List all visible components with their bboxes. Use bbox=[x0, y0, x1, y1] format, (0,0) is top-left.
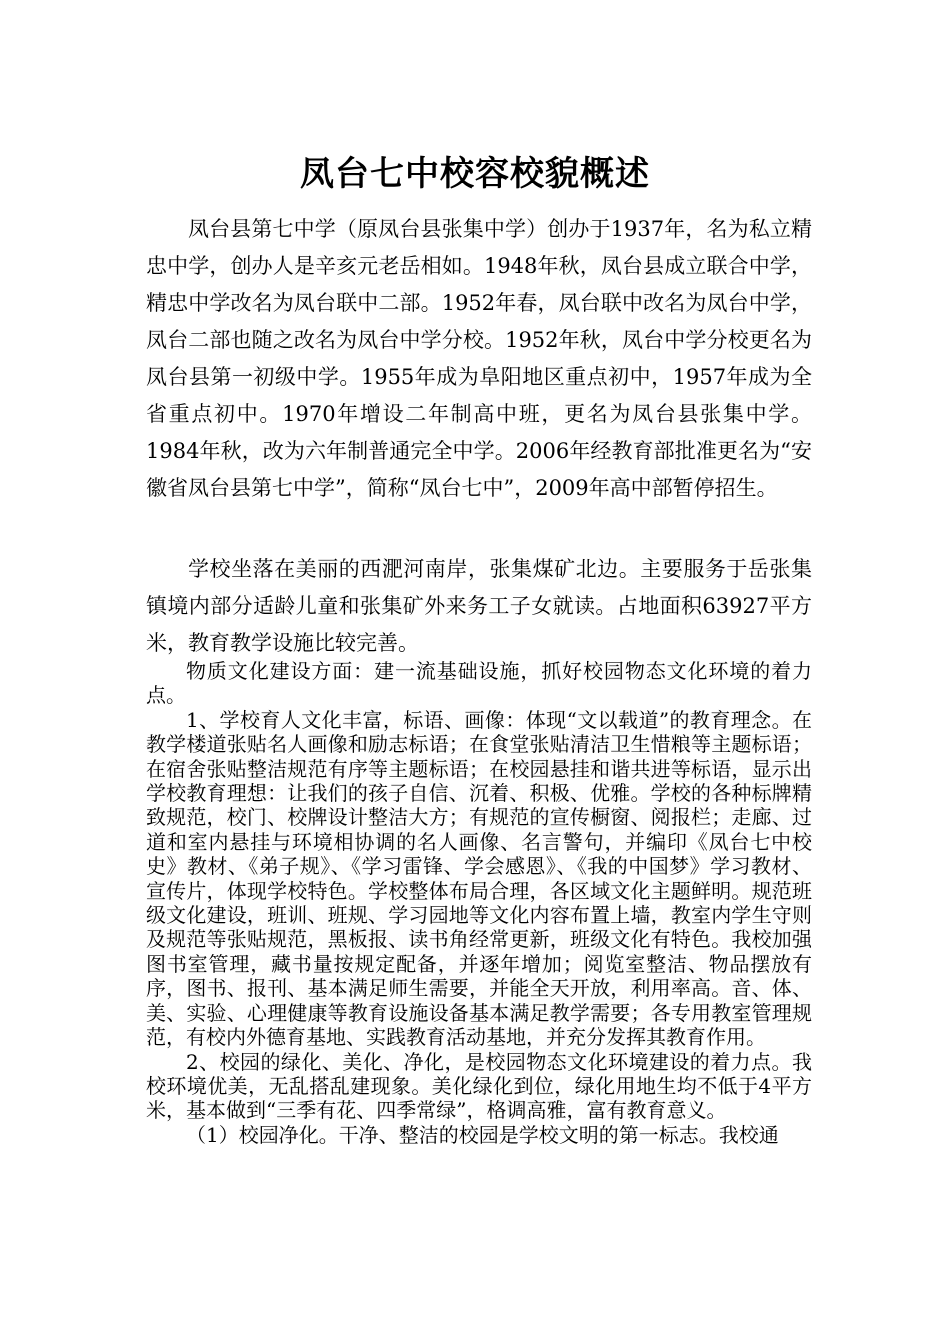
paragraph-item-2-1: （1）校园净化。干净、整洁的校园是学校文明的第一标志。我校通 bbox=[186, 1122, 779, 1147]
paragraph-material-culture: 物质文化建设方面：建一流基础设施，抓好校园物态文化环境的着力点。 bbox=[146, 659, 812, 708]
paragraph-location: 学校坐落在美丽的西淝河南岸，张集煤矿北边。主要服务于岳张集镇境内部分适龄儿童和张集矿外来务工子女就读。占地面积63927平方米，教育教学设施比较完善。 bbox=[146, 557, 812, 655]
paragraph-item-2: 2、校园的绿化、美化、净化，是校园物态文化环境建设的着力点。我校环境优美，无乱搭乱建现象。美化绿化到位，绿化用地生均不低于4平方米，基本做到“三季有花、四季常绿”，格调高雅，富有教育意义。 bbox=[146, 1049, 812, 1123]
paragraph-history: 凤台县第七中学（原凤台县张集中学）创办于1937年，名为私立精忠中学，创办人是辛亥元老岳相如。1948年秋，凤台县成立联合中学，精忠中学改名为凤台联中二部。1952年春，凤台联中改名为凤台中学，凤台二部也随之改名为凤台中学分校。1952年秋，凤台中学分校更名为凤台县第一初级中学。1955年成为阜阳地区重点初中，1957年成为全省重点初中。1970年增设二年制高中班，更名为凤台县张集中学。1984年秋，改为六年制普通完全中学。2006年经教育部批准更名为“安徽省凤台县第七中学”，简称“凤台七中”，2009年高中部暂停招生。 bbox=[146, 217, 812, 500]
page-title: 凤台七中校容校貌概述 bbox=[300, 153, 650, 194]
paragraph-item-1: 1、学校育人文化丰富，标语、画像：体现“文以载道”的教育理念。在教学楼道张贴名人画像和励志标语；在食堂张贴清洁卫生惜粮等主题标语；在宿舍张贴整洁规范有序等主题标语；在校园悬挂和谐共进等标语，显示出学校教育理想：让我们的孩子自信、沉着、积极、优雅。学校的各种标牌精致规范，校门、校牌设计整洁大方；有规范的宣传橱窗、阅报栏；走廊、过道和室内悬挂与环境相协调的名人画像、名言警句，并编印《凤台七中校史》教材、《弟子规》、《学习雷锋、学会感恩》、《我的中国梦》学习教材、宣传片，体现学校特色。学校整体布局合理，各区域文化主题鲜明。规范班级文化建设，班训、班规、学习园地等文化内容布置上墙，教室内学生守则及规范等张贴规范，黑板报、读书角经常更新，班级文化有特色。我校加强图书室管理，藏书量按规定配备，并逐年增加；阅览室整洁、物品摆放有序，图书、报刊、基本满足师生需要，并能全天开放，利用率高。音、体、美、实验、心理健康等教育设施设备基本满足教学需要；各专用教室管理规范，有校内外德育基地、实践教育活动基地，并充分发挥其教育作用。 bbox=[146, 707, 812, 1050]
body-text-block bbox=[146, 659, 812, 1147]
